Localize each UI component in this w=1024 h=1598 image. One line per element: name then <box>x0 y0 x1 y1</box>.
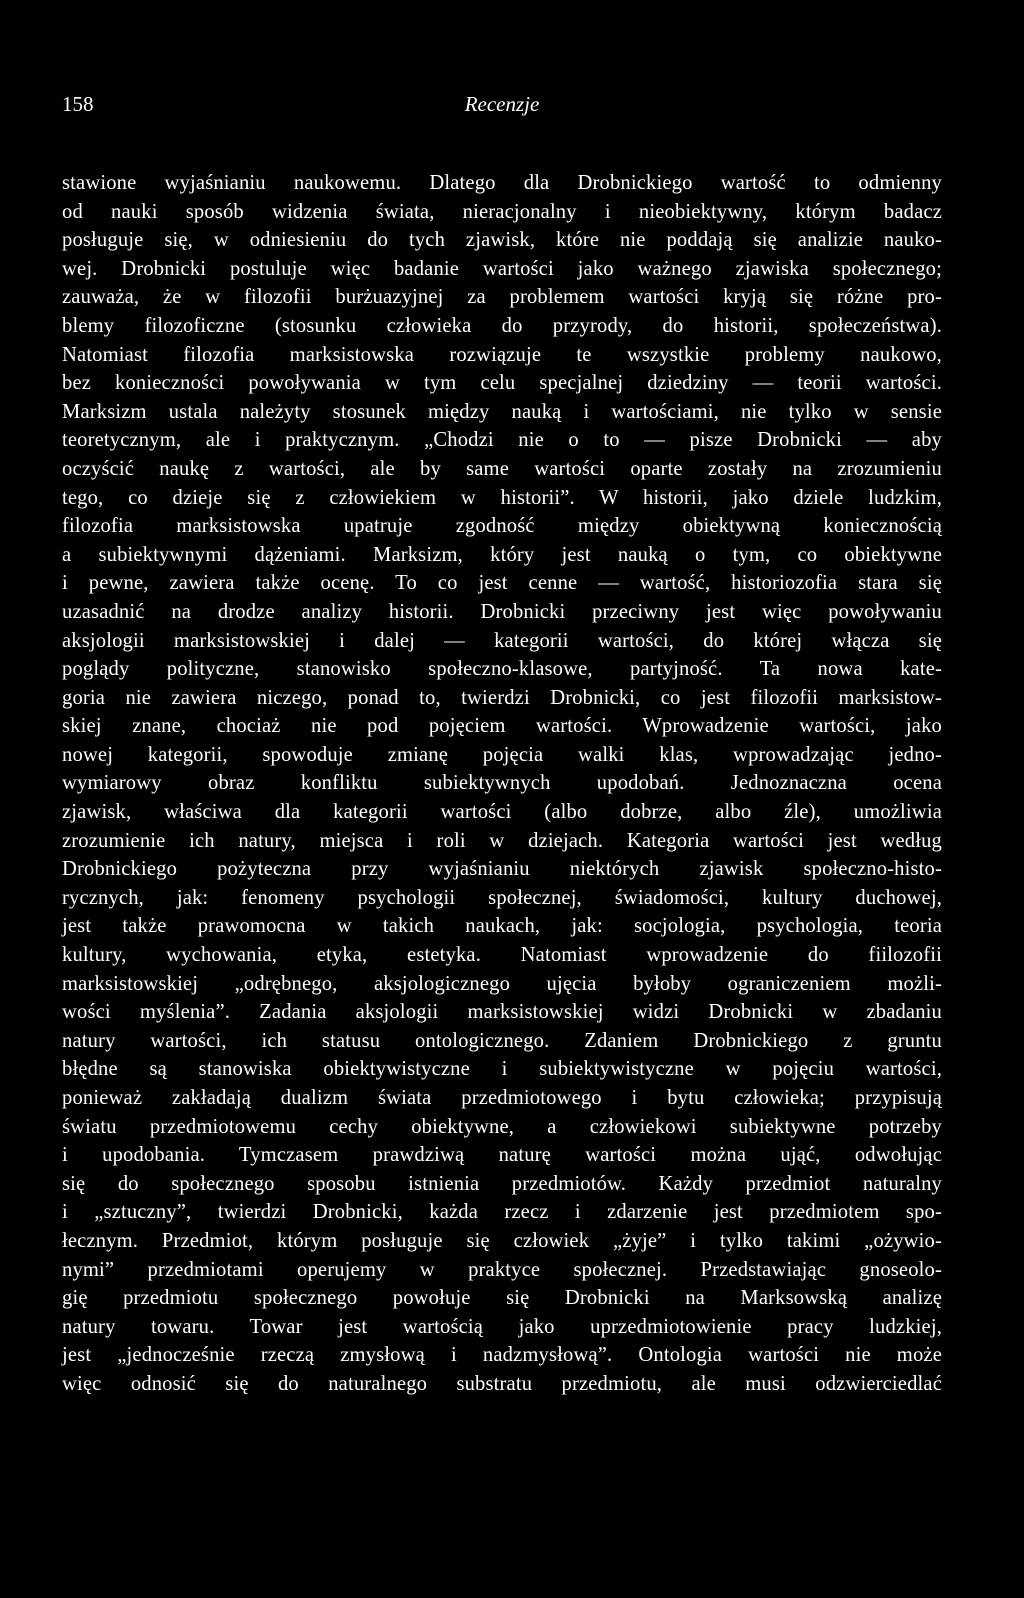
text-line: posługuje się, w odniesieniu do tych zjawisk, które nie poddają się analizie nauko- <box>62 229 942 252</box>
text-line: poglądy polityczne, stanowisko społeczno-klasowe, partyjność. Ta nowa kate- <box>62 658 942 681</box>
text-line: od nauki sposób widzenia świata, nieracjonalny i nieobiektywny, którym badacz <box>62 200 942 223</box>
text-line: jest także prawomocna w takich naukach, jak: socjologia, psychologia, teoria <box>62 915 942 938</box>
text-line: a subiektywnymi dążeniami. Marksizm, który jest nauką o tym, co obiektywne <box>62 543 942 566</box>
text-line: goria nie zawiera niczego, ponad to, twierdzi Drobnicki, co jest filozofii marksistow- <box>62 686 942 709</box>
text-line: zrozumienie ich natury, miejsca i roli w dziejach. Kategoria wartości jest według <box>62 829 942 852</box>
text-line: wej. Drobnicki postuluje więc badanie wartości jako ważnego zjawiska społecznego; <box>62 257 942 280</box>
text-line: skiej znane, chociaż nie pod pojęciem wartości. Wprowadzenie wartości, jako <box>62 715 942 738</box>
text-line: ponieważ zakładają dualizm świata przedmiotowego i bytu człowieka; przypisują <box>62 1087 942 1109</box>
text-line: blemy filozoficzne (stosunku człowieka do przyrody, do historii, społeczeństwa). <box>62 314 942 337</box>
page-number: 158 <box>62 92 94 116</box>
text-line: stawione wyjaśnianiu naukowemu. Dlatego dla Drobnickiego wartość to odmienny <box>62 172 942 194</box>
text-line: Drobnickiego pożyteczna przy wyjaśnianiu niektórych zjawisk społeczno-histo- <box>62 858 942 881</box>
text-line: światu przedmiotowemu cechy obiektywne, a człowiekowi subiektywne potrzeby <box>62 1115 942 1138</box>
text-line: zjawisk, właściwa dla kategorii wartości (albo dobrze, albo źle), umożliwia <box>62 801 942 824</box>
text-line: bez konieczności powoływania w tym celu specjalnej dziedziny — teorii wartości. <box>62 372 942 395</box>
text-line: się do społecznego sposobu istnienia przedmiotów. Każdy przedmiot naturalny <box>62 1172 942 1195</box>
text-line: łecznym. Przedmiot, którym posługuje się człowiek „żyje” i tylko takimi „ożywio- <box>62 1229 942 1252</box>
text-line: wości myślenia”. Zadania aksjologii marksistowskiej widzi Drobnicki w zbadaniu <box>62 1001 942 1024</box>
text-line: zauważa, że w filozofii burżuazyjnej za problemem wartości kryją się różne pro- <box>62 286 942 309</box>
text-line: kultury, wychowania, etyka, estetyka. Natomiast wprowadzenie do fiilozofii <box>62 944 942 967</box>
page-header <box>62 92 942 132</box>
text-line: filozofia marksistowska upatruje zgodność między obiektywną koniecznością <box>62 515 942 538</box>
text-line: nymi” przedmiotami operujemy w praktyce społecznej. Przedstawiając gnoseolo- <box>62 1258 942 1281</box>
text-line: marksistowskiej „odrębnego, aksjologicznego ujęcia byłoby ograniczeniem możli- <box>62 972 942 995</box>
text-line: Natomiast filozofia marksistowska rozwiązuje te wszystkie problemy naukowo, <box>62 343 942 366</box>
text-line: teoretycznym, ale i praktycznym. „Chodzi nie o to — pisze Drobnicki — aby <box>62 429 942 452</box>
text-line: aksjologii marksistowskiej i dalej — kategorii wartości, do której włącza się <box>62 629 942 652</box>
running-title: Recenzje <box>464 92 540 116</box>
text-line: wymiarowy obraz konfliktu subiektywnych upodobań. Jednoznaczna ocena <box>62 772 942 795</box>
text-line: błędne są stanowiska obiektywistyczne i subiektywistyczne w pojęciu wartości, <box>62 1058 942 1081</box>
text-line: jest „jednocześnie rzeczą zmysłową i nadzmysłową”. Ontologia wartości nie może <box>62 1344 942 1367</box>
text-line: więc odnosić się do naturalnego substratu przedmiotu, ale musi odzwierciedlać <box>62 1372 942 1395</box>
body-text <box>62 169 942 1399</box>
text-line: Marksizm ustala należyty stosunek między nauką i wartościami, nie tylko w sensie <box>62 400 942 423</box>
text-line: natury wartości, ich statusu ontologicznego. Zdaniem Drobnickiego z gruntu <box>62 1029 942 1052</box>
text-line: uzasadnić na drodze analizy historii. Drobnicki przeciwny jest więc powoływaniu <box>62 600 942 623</box>
text-line: i upodobania. Tymczasem prawdziwą naturę wartości można ująć, odwołując <box>62 1144 942 1167</box>
text-line: nowej kategorii, spowoduje zmianę pojęcia walki klas, wprowadzając jedno- <box>62 743 942 766</box>
text-line: i „sztuczny”, twierdzi Drobnicki, każda rzecz i zdarzenie jest przedmiotem spo- <box>62 1201 942 1224</box>
text-line: rycznych, jak: fenomeny psychologii społecznej, świadomości, kultury duchowej, <box>62 886 942 909</box>
text-line: gię przedmiotu społecznego powołuje się Drobnicki na Marksowską analizę <box>62 1287 942 1310</box>
text-line: i pewne, zawiera także ocenę. To co jest cenne — wartość, historiozofia stara się <box>62 572 942 595</box>
text-line: oczyścić naukę z wartości, ale by same wartości oparte zostały na zrozumieniu <box>62 457 942 480</box>
text-line: natury towaru. Towar jest wartością jako uprzedmiotowienie pracy ludzkiej, <box>62 1315 942 1338</box>
text-line: tego, co dzieje się z człowiekiem w historii”. W historii, jako dziele ludzkim, <box>62 486 942 509</box>
